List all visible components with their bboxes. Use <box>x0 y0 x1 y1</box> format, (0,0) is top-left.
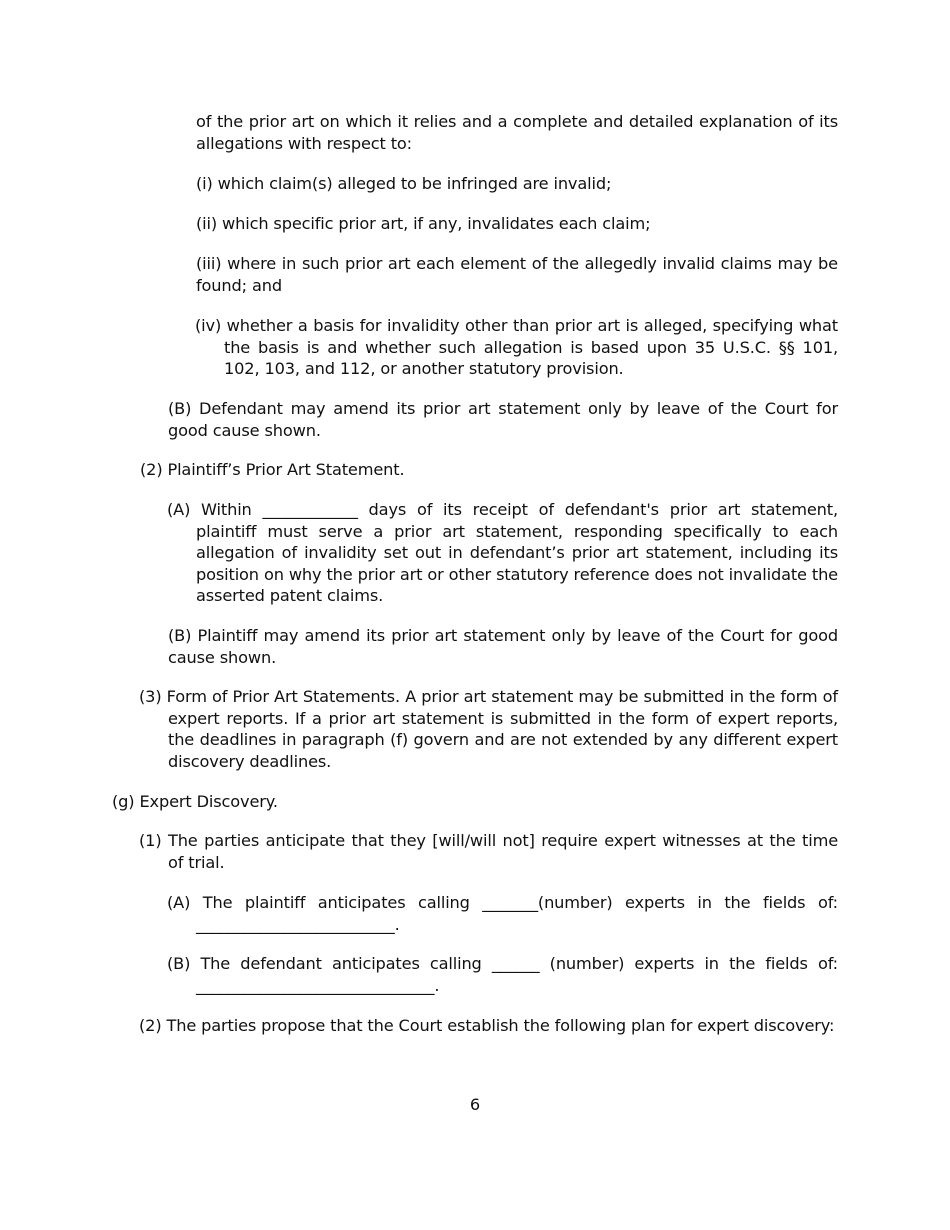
expert-witnesses-paragraph: (1) The parties anticipate that they [will/will not] require expert witnesses at the time of trial. <box>139 831 838 872</box>
expert-discovery-heading: (g) Expert Discovery. <box>112 792 278 811</box>
item-iii-paragraph: (iii) where in such prior art each element of the allegedly invalid claims may be found; and <box>196 254 838 295</box>
defendant-experts-paragraph: (B) The defendant anticipates calling ______ (number) experts in the fields of: ______________________________. <box>167 954 838 995</box>
item-ii-paragraph: (ii) which specific prior art, if any, invalidates each claim; <box>196 214 651 233</box>
page-number: 6 <box>469 1095 481 1114</box>
defendant-amend-paragraph: (B) Defendant may amend its prior art statement only by leave of the Court for good cause shown. <box>168 399 838 440</box>
plaintiff-amend-paragraph: (B) Plaintiff may amend its prior art statement only by leave of the Court for good cause shown. <box>168 626 838 667</box>
prior-art-continuation-paragraph: of the prior art on which it relies and a complete and detailed explanation of its allegations with respect to: <box>196 112 838 153</box>
plaintiff-prior-art-heading: (2) Plaintiff’s Prior Art Statement. <box>140 460 405 479</box>
form-of-statements-paragraph: (3) Form of Prior Art Statements. A prior art statement may be submitted in the form of expert reports. If a prior art statement is submitted in the form of expert reports, the deadlines in paragraph (f) govern and are not extended by any different expert discovery deadlines. <box>139 687 838 771</box>
plaintiff-within-days-paragraph: (A) Within ____________ days of its receipt of defendant's prior art statement, plaintiff must serve a prior art statement, responding specifically to each allegation of invalidity set out in defendant’s prior art statement, including its position on why the prior art or other statutory reference does not invalidate the asserted patent claims. <box>167 500 838 605</box>
item-iv-paragraph: (iv) whether a basis for invalidity other than prior art is alleged, specifying what the basis is and whether such allegation is based upon 35 U.S.C. §§ 101, 102, 103, and 112, or another statutory provision. <box>195 316 838 378</box>
expert-plan-paragraph: (2) The parties propose that the Court establish the following plan for expert discovery: <box>139 1016 835 1035</box>
item-i-paragraph: (i) which claim(s) alleged to be infringed are invalid; <box>196 174 612 193</box>
plaintiff-experts-paragraph: (A) The plaintiff anticipates calling _______(number) experts in the fields of: _________________________. <box>167 893 838 934</box>
